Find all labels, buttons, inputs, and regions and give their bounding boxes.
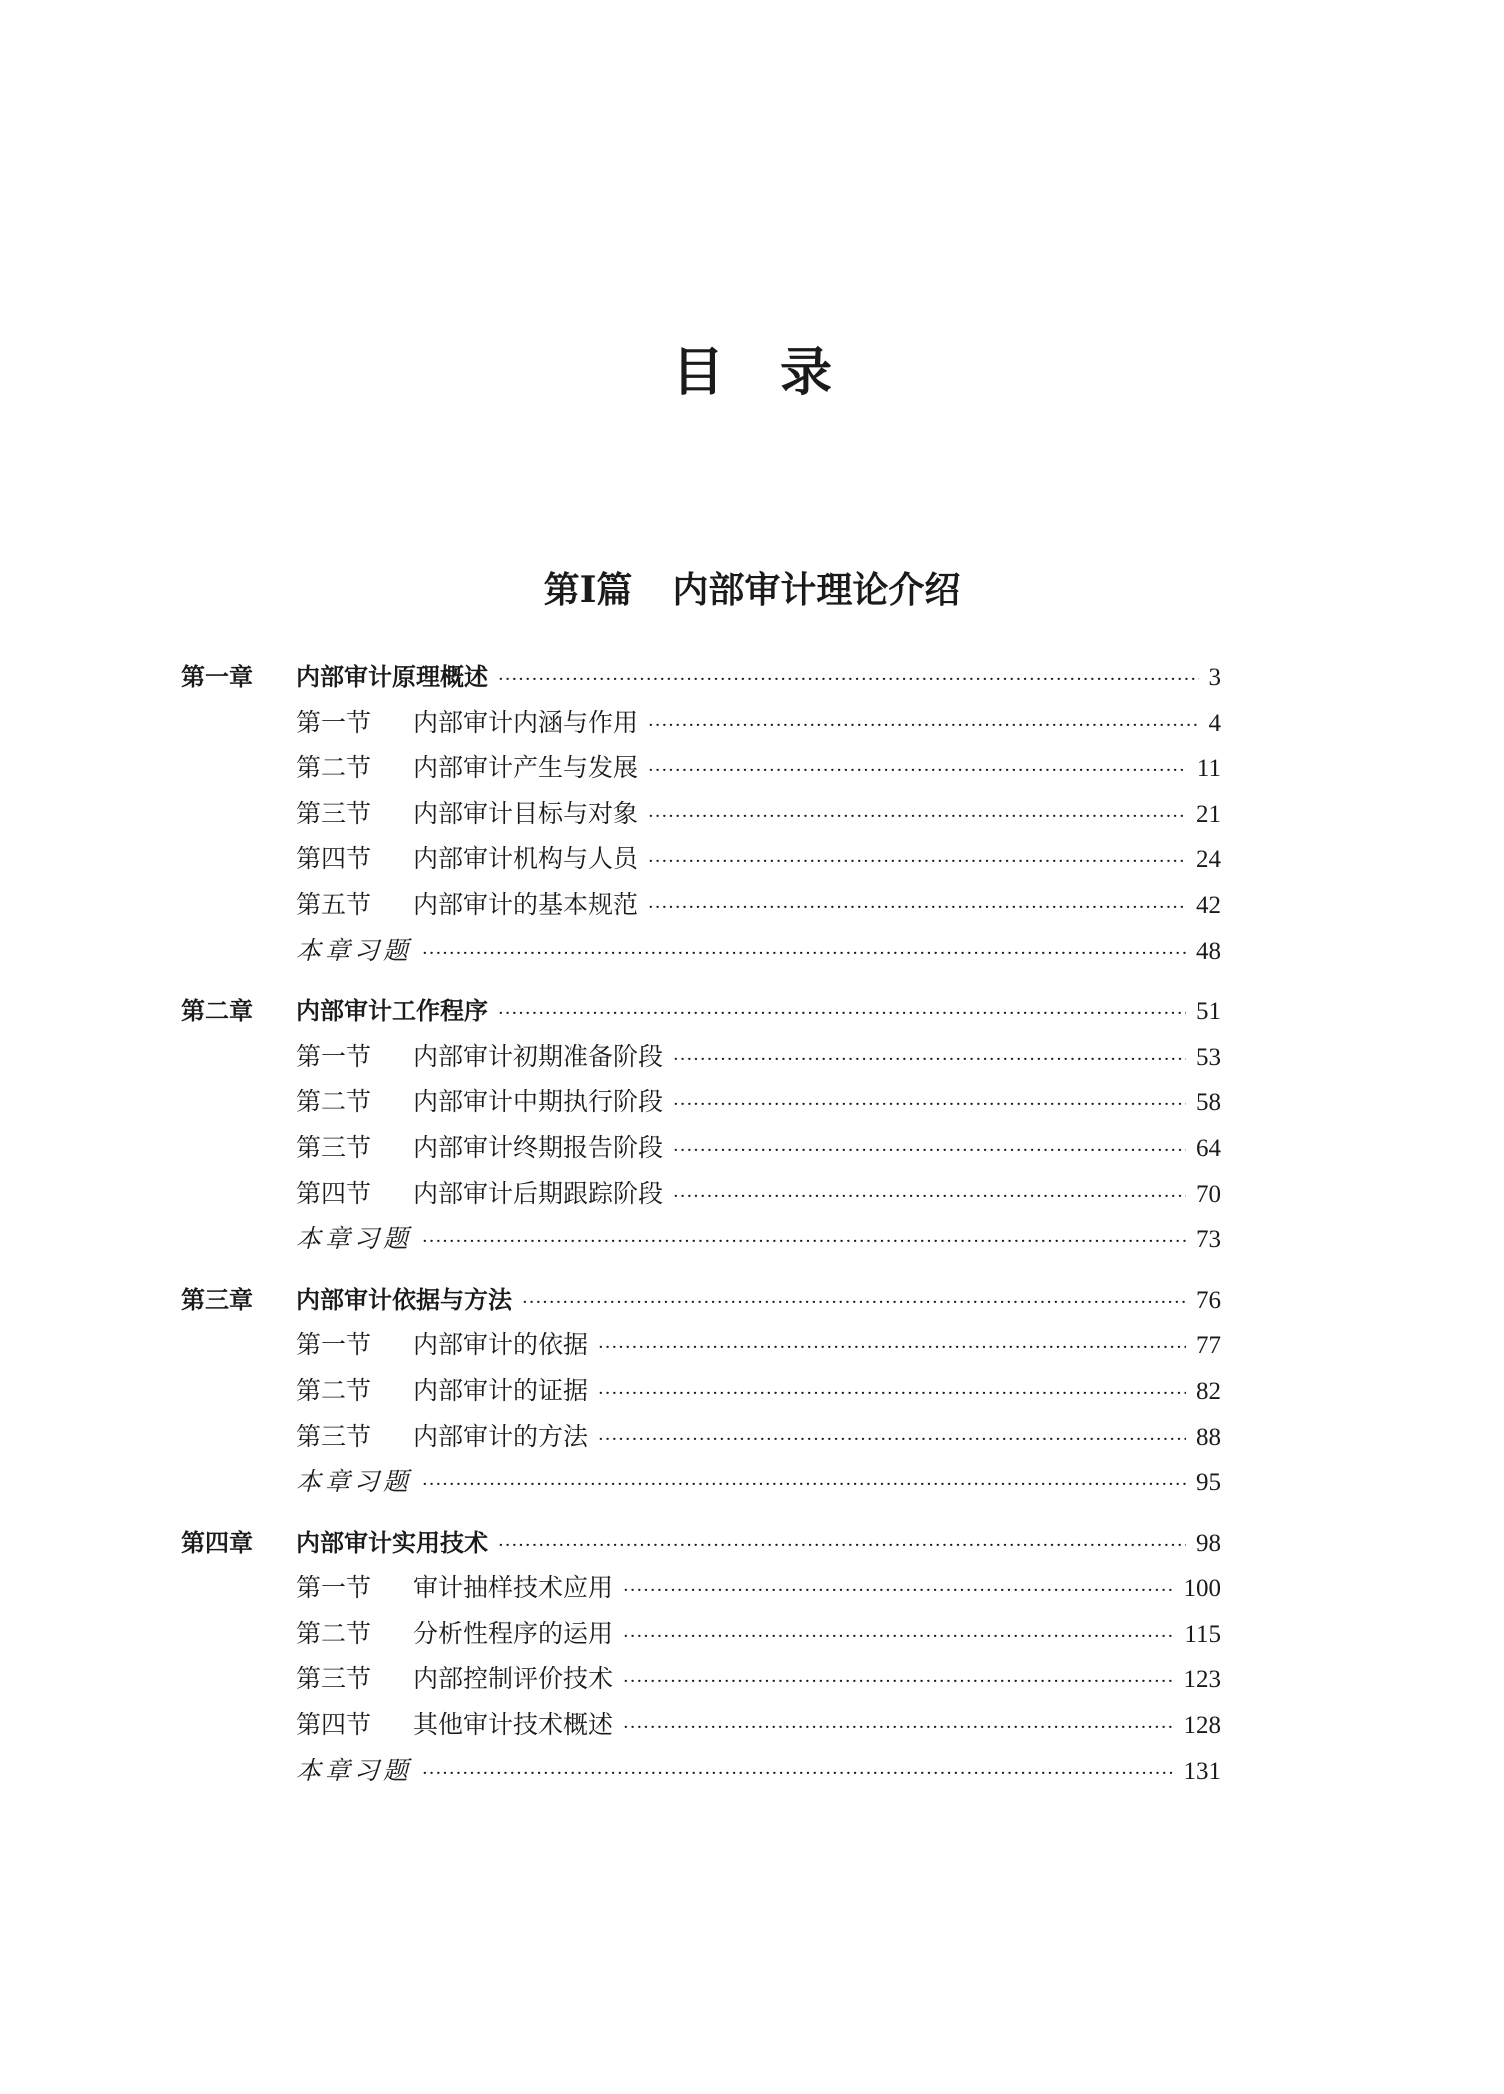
page-number: 95 xyxy=(1196,1469,1221,1497)
title-char: 录 xyxy=(780,342,833,403)
toc-section[interactable] xyxy=(181,1131,1221,1177)
dot-leader xyxy=(498,1529,1186,1563)
dot-leader xyxy=(648,891,1186,925)
entry-title: 内部审计后期跟踪阶段 xyxy=(413,1178,664,1208)
entry-label: 第四节 xyxy=(296,844,372,874)
page-number: 21 xyxy=(1196,800,1221,828)
toc-exercises[interactable] xyxy=(181,1754,1221,1800)
entry-title: 内部审计初期准备阶段 xyxy=(413,1041,664,1071)
entry-label: 第一章 xyxy=(181,663,253,691)
dot-leader xyxy=(673,1180,1186,1214)
page-number: 51 xyxy=(1196,998,1221,1026)
page-number: 100 xyxy=(1183,1575,1221,1603)
dot-leader xyxy=(598,1331,1186,1365)
toc-section[interactable] xyxy=(181,706,1221,752)
dot-leader xyxy=(648,709,1198,743)
entry-title: 内部审计的证据 xyxy=(413,1375,589,1405)
entry-label: 第一节 xyxy=(296,1330,372,1360)
entry-label: 本章习题 xyxy=(296,1755,413,1785)
dot-leader xyxy=(422,937,1186,971)
part-title: 内部审计理论介绍 xyxy=(672,569,961,611)
toc-section[interactable] xyxy=(181,1085,1221,1131)
page-number: 48 xyxy=(1196,937,1221,965)
entry-label: 第二节 xyxy=(296,1375,372,1405)
page-number: 98 xyxy=(1196,1529,1221,1557)
entry-title: 内部审计机构与人员 xyxy=(413,844,639,874)
page-number: 53 xyxy=(1196,1043,1221,1071)
page-number: 3 xyxy=(1208,664,1221,691)
dot-leader xyxy=(648,800,1186,834)
entry-label: 本章习题 xyxy=(296,1467,413,1497)
dot-leader xyxy=(498,997,1186,1031)
toc-section[interactable] xyxy=(181,842,1221,888)
entry-label: 第一节 xyxy=(296,1041,372,1071)
entry-label: 第三节 xyxy=(296,1421,372,1451)
toc-section[interactable] xyxy=(181,1040,1221,1086)
entry-label: 第四节 xyxy=(296,1178,372,1208)
page-number: 70 xyxy=(1196,1180,1221,1208)
entry-title: 内部审计的依据 xyxy=(413,1330,589,1360)
dot-leader xyxy=(648,845,1186,879)
dot-leader xyxy=(422,1225,1186,1259)
page-title xyxy=(0,330,1504,405)
entry-label: 第三节 xyxy=(296,1132,372,1162)
entry-label: 第四章 xyxy=(181,1528,253,1557)
page-number: 77 xyxy=(1196,1332,1221,1360)
toc-section[interactable] xyxy=(181,797,1221,843)
entry-label: 第四节 xyxy=(296,1710,372,1740)
toc-chapter[interactable] xyxy=(181,660,1221,706)
entry-title: 内部审计终期报告阶段 xyxy=(413,1132,664,1162)
toc-section[interactable] xyxy=(181,751,1221,797)
dot-leader xyxy=(422,1757,1173,1791)
title-char: 目 xyxy=(671,342,724,403)
entry-title: 分析性程序的运用 xyxy=(413,1618,614,1648)
page-number: 73 xyxy=(1196,1226,1221,1254)
entry-label: 第一节 xyxy=(296,1573,372,1603)
entry-title: 内部审计原理概述 xyxy=(296,663,488,691)
entry-title: 内部审计目标与对象 xyxy=(413,798,639,828)
table-of-contents xyxy=(181,660,1221,1799)
dot-leader xyxy=(673,1043,1186,1077)
page-number: 58 xyxy=(1196,1089,1221,1117)
page-number: 82 xyxy=(1196,1377,1221,1405)
entry-label: 本章习题 xyxy=(296,935,413,965)
entry-title: 内部审计实用技术 xyxy=(296,1528,488,1557)
entry-label: 第三章 xyxy=(181,1285,253,1314)
entry-label: 本章习题 xyxy=(296,1224,413,1254)
entry-label: 第三节 xyxy=(296,798,372,828)
toc-section[interactable] xyxy=(181,888,1221,934)
toc-section[interactable] xyxy=(181,1617,1221,1663)
entry-label: 第五节 xyxy=(296,889,372,919)
dot-leader xyxy=(673,1088,1186,1122)
page-number: 24 xyxy=(1196,846,1221,874)
entry-label: 第三节 xyxy=(296,1664,372,1694)
entry-title: 内部审计依据与方法 xyxy=(296,1285,512,1314)
entry-label: 第二节 xyxy=(296,1618,372,1648)
dot-leader xyxy=(673,1134,1186,1168)
toc-chapter[interactable] xyxy=(181,1526,1221,1572)
toc-section[interactable] xyxy=(181,1374,1221,1420)
entry-title: 内部控制评价技术 xyxy=(413,1664,614,1694)
toc-chapter[interactable] xyxy=(181,1283,1221,1329)
page-number: 76 xyxy=(1196,1286,1221,1314)
entry-title: 内部审计的方法 xyxy=(413,1421,589,1451)
dot-leader xyxy=(623,1711,1173,1745)
page-number: 123 xyxy=(1183,1666,1221,1694)
page-number: 88 xyxy=(1196,1423,1221,1451)
entry-label: 第二节 xyxy=(296,1087,372,1117)
dot-leader xyxy=(522,1286,1186,1320)
page-number: 4 xyxy=(1208,709,1221,737)
dot-leader xyxy=(598,1377,1186,1411)
part-heading xyxy=(0,562,1504,613)
dot-leader xyxy=(623,1620,1174,1654)
part-label: 第Ⅰ篇 xyxy=(543,569,633,611)
entry-label: 第一节 xyxy=(296,707,372,737)
toc-section[interactable] xyxy=(181,1662,1221,1708)
entry-title: 审计抽样技术应用 xyxy=(413,1573,614,1603)
entry-title: 内部审计工作程序 xyxy=(296,997,488,1026)
toc-chapter[interactable] xyxy=(181,994,1221,1040)
page-number: 64 xyxy=(1196,1134,1221,1162)
page-number: 131 xyxy=(1183,1757,1221,1785)
page-number: 115 xyxy=(1184,1620,1221,1648)
dot-leader xyxy=(623,1665,1173,1699)
toc-section[interactable] xyxy=(181,1708,1221,1754)
entry-title: 内部审计内涵与作用 xyxy=(413,707,639,737)
dot-leader xyxy=(648,754,1187,788)
entry-label: 第二节 xyxy=(296,753,372,783)
page-number: 128 xyxy=(1183,1712,1221,1740)
entry-label: 第二章 xyxy=(181,997,253,1026)
toc-exercises[interactable] xyxy=(181,1465,1221,1511)
toc-exercises[interactable] xyxy=(181,934,1221,980)
toc-section[interactable] xyxy=(181,1420,1221,1466)
toc-exercises[interactable] xyxy=(181,1222,1221,1268)
page-number: 42 xyxy=(1196,891,1221,919)
dot-leader xyxy=(623,1574,1173,1608)
toc-section[interactable] xyxy=(181,1177,1221,1223)
toc-section[interactable] xyxy=(181,1328,1221,1374)
page-number: 11 xyxy=(1196,755,1221,783)
entry-title: 内部审计中期执行阶段 xyxy=(413,1087,664,1117)
entry-title: 其他审计技术概述 xyxy=(413,1710,614,1740)
entry-title: 内部审计产生与发展 xyxy=(413,753,639,783)
entry-title: 内部审计的基本规范 xyxy=(413,889,639,919)
dot-leader xyxy=(422,1468,1186,1502)
dot-leader xyxy=(598,1423,1186,1457)
toc-section[interactable] xyxy=(181,1571,1221,1617)
dot-leader xyxy=(498,663,1199,697)
